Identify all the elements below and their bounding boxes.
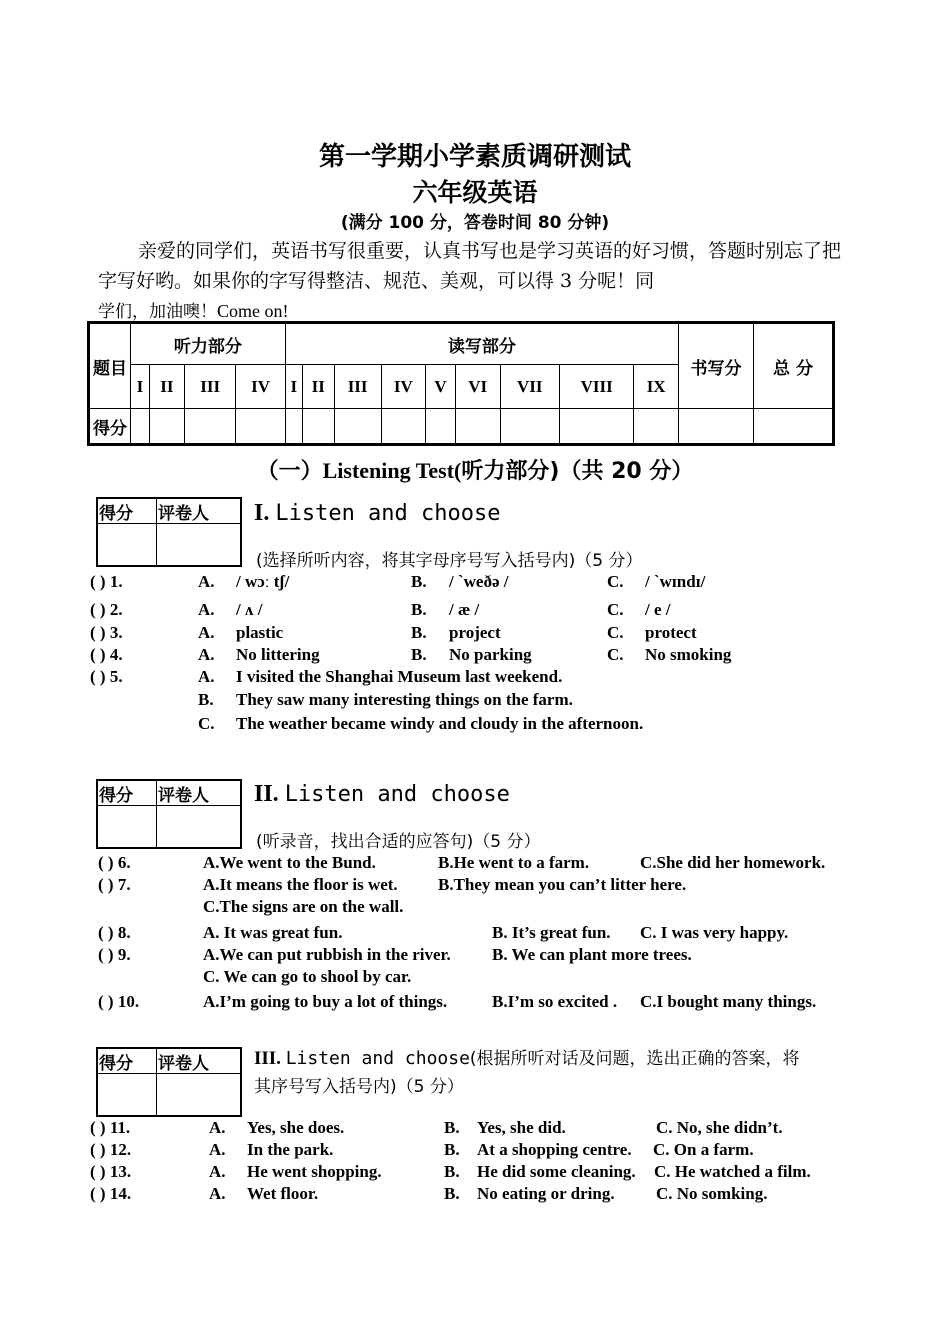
q7-option-c[interactable]: C.The signs are on the wall. xyxy=(203,897,404,916)
q8-option-b[interactable]: B. It’s great fun. xyxy=(492,923,611,942)
listening-col: III xyxy=(184,365,236,409)
score-cell[interactable] xyxy=(426,409,456,445)
score-cell[interactable] xyxy=(302,409,334,445)
q6-option-c[interactable]: C.She did her homework. xyxy=(640,853,826,872)
score-cell[interactable] xyxy=(149,409,184,445)
reading-col: VIII xyxy=(560,365,634,409)
q4-option-b[interactable]: No parking xyxy=(449,645,532,664)
q13-option-c[interactable]: C. He watched a film. xyxy=(654,1162,811,1181)
row-label-score: 得分 xyxy=(89,409,131,445)
q10-option-a[interactable]: A.I’m going to buy a lot of things. xyxy=(203,992,448,1011)
question-11: ( ) 11. xyxy=(90,1118,131,1137)
question-10: ( ) 10. xyxy=(98,992,140,1011)
score-cell[interactable] xyxy=(131,409,150,445)
q4-option-a[interactable]: No littering xyxy=(236,645,320,664)
writing-header: 书写分 xyxy=(679,323,754,409)
question-4: ( ) 4. xyxy=(90,645,123,664)
question-6: ( ) 6. xyxy=(98,853,131,872)
reading-header: 读写部分 xyxy=(285,323,678,365)
reading-col: VI xyxy=(455,365,500,409)
q12-option-c[interactable]: C. On a farm. xyxy=(653,1140,754,1159)
q5-option-b[interactable]: They saw many interesting things on the farm. xyxy=(236,690,573,709)
q6-option-b[interactable]: B.He went to a farm. xyxy=(438,853,590,872)
q5-option-a[interactable]: I visited the Shanghai Museum last weekend. xyxy=(236,667,563,686)
reading-col: I xyxy=(285,365,302,409)
reading-col: IV xyxy=(381,365,426,409)
score-table xyxy=(87,321,835,446)
q3-option-c[interactable]: protect xyxy=(645,623,697,642)
listening-col: I xyxy=(131,365,150,409)
question-3: ( ) 3. xyxy=(90,623,123,642)
question-14: ( ) 14. xyxy=(90,1184,132,1203)
part1-heading: （一）Listening Test(听力部分)（共 20 分） xyxy=(256,458,694,484)
q5-option-c[interactable]: The weather became windy and cloudy in the afternoon. xyxy=(236,714,644,733)
grade-box: 得分 评卷人 xyxy=(96,1047,242,1117)
score-cell[interactable] xyxy=(634,409,679,445)
row-label-item: 题目 xyxy=(89,323,131,409)
intro-tail: 学们，加油噢！ xyxy=(98,302,217,322)
intro-text: 亲爱的同学们，英语书写很重要，认真书写也是学习英语的好习惯，答题时别忘了把字写好哟。如果你的字写得整洁、规范、美观，可以得 3 分呢！同 xyxy=(98,240,842,292)
q7-option-a[interactable]: A.It means the floor is wet. xyxy=(203,875,398,894)
score-cell[interactable] xyxy=(754,409,834,445)
q11-option-c[interactable]: C. No, she didn’t. xyxy=(656,1118,783,1137)
reading-col: II xyxy=(302,365,334,409)
q11-option-b[interactable]: Yes, she did. xyxy=(477,1118,566,1137)
score-cell[interactable] xyxy=(455,409,500,445)
score-cell[interactable] xyxy=(679,409,754,445)
q13-option-b[interactable]: He did some cleaning. xyxy=(477,1162,636,1181)
grade-box: 得分 评卷人 xyxy=(96,497,242,567)
q14-option-a[interactable]: Wet floor. xyxy=(247,1184,319,1203)
question-2: ( ) 2. xyxy=(90,600,123,619)
q6-option-a[interactable]: A.We went to the Bund. xyxy=(203,853,376,872)
q9-option-c[interactable]: C. We can go to shool by car. xyxy=(203,967,412,986)
reading-col: IX xyxy=(634,365,679,409)
q11-option-a[interactable]: Yes, she does. xyxy=(247,1118,345,1137)
q2-option-a[interactable]: / ʌ / xyxy=(236,600,263,619)
question-1: ( ) 1. xyxy=(90,572,123,591)
q10-option-c[interactable]: C.I bought many things. xyxy=(640,992,817,1011)
exam-info: (满分 100 分，答卷时间 80 分钟) xyxy=(340,213,610,233)
score-cell[interactable] xyxy=(500,409,559,445)
listening-col: IV xyxy=(236,365,285,409)
q1-option-b[interactable]: / `weðə / xyxy=(449,572,509,591)
listening-header: 听力部分 xyxy=(131,323,286,365)
section-3-title: III. Listen and choose(根据所听对话及问题，选出正确的答案，将 xyxy=(254,1048,800,1069)
q1-option-a[interactable]: / wɔː tʃ/ xyxy=(236,572,290,591)
section-2-title: II. Listen and choose xyxy=(254,781,510,807)
section-1-note: (选择所听内容，将其字母序号写入括号内)（5 分） xyxy=(256,551,643,571)
question-9: ( ) 9. xyxy=(98,945,131,964)
reading-col: VII xyxy=(500,365,559,409)
q13-option-a[interactable]: He went shopping. xyxy=(247,1162,382,1181)
score-cell[interactable] xyxy=(184,409,236,445)
score-cell[interactable] xyxy=(285,409,302,445)
question-7: ( ) 7. xyxy=(98,875,131,894)
q8-option-a[interactable]: A. It was great fun. xyxy=(203,923,343,942)
q14-option-c[interactable]: C. No somking. xyxy=(656,1184,768,1203)
section-3-note: 其序号写入括号内)（5 分） xyxy=(254,1077,464,1097)
q4-option-c[interactable]: No smoking xyxy=(645,645,732,664)
score-cell[interactable] xyxy=(236,409,285,445)
q2-option-b[interactable]: / æ / xyxy=(449,600,480,619)
listening-col: II xyxy=(149,365,184,409)
q9-option-b[interactable]: B. We can plant more trees. xyxy=(492,945,692,964)
grade-box: 得分 评卷人 xyxy=(96,779,242,849)
score-cell[interactable] xyxy=(560,409,634,445)
reading-col: V xyxy=(426,365,456,409)
section-1-title: I. Listen and choose xyxy=(254,500,501,526)
section-2-note: (听录音，找出合适的应答句)（5 分） xyxy=(256,832,541,852)
question-8: ( ) 8. xyxy=(98,923,131,942)
score-cell[interactable] xyxy=(381,409,426,445)
q10-option-b[interactable]: B.I’m so excited . xyxy=(492,992,618,1011)
q1-option-c[interactable]: / `wɪndɪ/ xyxy=(645,572,706,591)
q9-option-a[interactable]: A.We can put rubbish in the river. xyxy=(203,945,451,964)
question-13: ( ) 13. xyxy=(90,1162,132,1181)
q3-option-b[interactable]: project xyxy=(449,623,501,642)
total-header: 总 分 xyxy=(754,323,834,409)
reading-col: III xyxy=(334,365,381,409)
page-title: 第一学期小学素质调研测试 xyxy=(318,142,631,172)
question-5: ( ) 5. xyxy=(90,667,123,686)
page-subtitle: 六年级英语 xyxy=(412,178,538,207)
q14-option-b[interactable]: No eating or dring. xyxy=(477,1184,615,1203)
question-12: ( ) 12. xyxy=(90,1140,132,1159)
q7-option-b[interactable]: B.They mean you can’t litter here. xyxy=(438,875,687,894)
intro-paragraph xyxy=(98,236,854,327)
q12-option-b[interactable]: At a shopping centre. xyxy=(477,1140,632,1159)
q2-option-c[interactable]: / e / xyxy=(645,600,671,619)
intro-english: Come on! xyxy=(217,301,289,321)
q3-option-a[interactable]: plastic xyxy=(236,623,284,642)
q8-option-c[interactable]: C. I was very happy. xyxy=(640,923,789,942)
q12-option-a[interactable]: In the park. xyxy=(247,1140,334,1159)
score-cell[interactable] xyxy=(334,409,381,445)
